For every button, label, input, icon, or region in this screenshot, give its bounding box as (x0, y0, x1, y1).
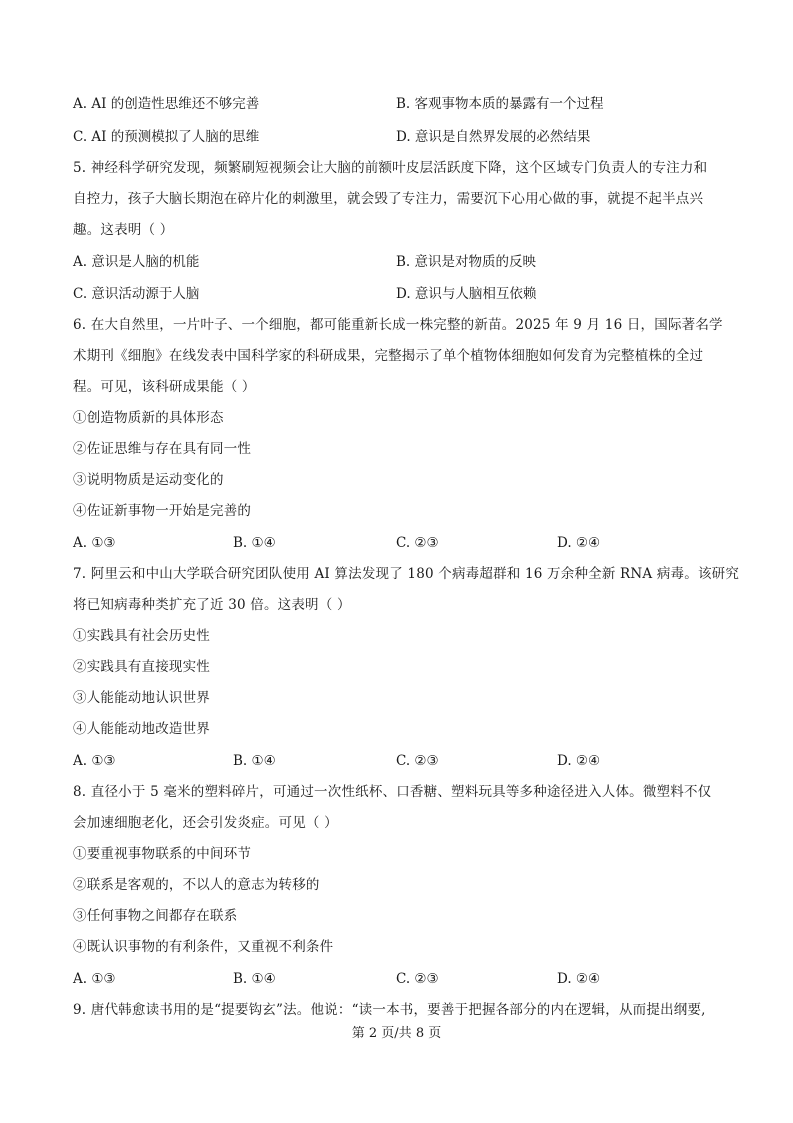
q6-statement-3: ③说明物质是运动变化的 (73, 472, 224, 488)
q8-statement-3: ③任何事物之间都存在联系 (73, 908, 238, 924)
q6-stem-line-3: 程。可见，该科研成果能（ ） (73, 379, 256, 395)
q5-option-c: C. 意识活动源于人脑 (73, 286, 200, 302)
q8-choice-c: C. ②③ (396, 971, 439, 987)
q7-choice-b: B. ①④ (233, 753, 276, 769)
q7-choice-d: D. ②④ (557, 753, 601, 769)
option-c: C. AI 的预测模拟了人脑的思维 (73, 129, 260, 145)
q7-statement-4: ④人能能动地改造世界 (73, 721, 210, 737)
q7-stem-line-2: 将已知病毒种类扩充了近 30 倍。这表明（ ） (73, 597, 351, 613)
q6-choice-d: D. ②④ (557, 535, 601, 551)
q6-statement-4: ④佐证新事物一开始是完善的 (73, 503, 252, 519)
q8-statement-1: ①要重视事物联系的中间环节 (73, 846, 252, 862)
q5-stem-line-3: 趣。这表明（ ） (73, 222, 174, 238)
q7-stem-line-1: 7. 阿里云和中山大学联合研究团队使用 AI 算法发现了 180 个病毒超群和 16 万余种全新 RNA 病毒。该研究 (73, 566, 740, 582)
q8-stem-line-1: 8. 直径小于 5 毫米的塑料碎片，可通过一次性纸杯、口香糖、塑料玩具等多种途径进入人体。微塑料不仅 (73, 784, 712, 800)
q9-stem-line-1: 9. 唐代韩愈读书用的是“提要钩玄”法。他说：“读一本书，要善于把握各部分的内在逻辑，从而提出纲要, (73, 1002, 706, 1018)
q8-statement-4: ④既认识事物的有利条件，又重视不利条件 (73, 939, 334, 955)
q6-stem-line-2: 术期刊《细胞》在线发表中国科学家的科研成果，完整揭示了单个植物体细胞如何发育为完整植株的全过 (73, 348, 704, 364)
option-d: D. 意识是自然界发展的必然结果 (396, 129, 591, 145)
q6-stem-line-1: 6. 在大自然里，一片叶子、一个细胞，都可能重新长成一株完整的新苗。2025 年 9 月 16 日，国际著名学 (73, 317, 723, 333)
q5-stem-line-1: 5. 神经科学研究发现，频繁刷短视频会让大脑的前额叶皮层活跃度下降，这个区域专门负责人的专注力和 (73, 160, 708, 176)
q8-choice-b: B. ①④ (233, 971, 276, 987)
q7-choice-c: C. ②③ (396, 753, 439, 769)
q6-statement-2: ②佐证思维与存在具有同一性 (73, 441, 252, 457)
page-footer: 第 2 页/共 8 页 (351, 1026, 442, 1041)
q6-choice-b: B. ①④ (233, 535, 276, 551)
q7-statement-1: ①实践具有社会历史性 (73, 628, 210, 644)
q6-choice-a: A. ①③ (73, 535, 116, 551)
q8-choice-a: A. ①③ (73, 971, 116, 987)
q5-option-a: A. 意识是人脑的机能 (73, 254, 200, 270)
q5-option-b: B. 意识是对物质的反映 (396, 254, 537, 270)
q5-option-d: D. 意识与人脑相互依赖 (396, 286, 537, 302)
q7-choice-a: A. ①③ (73, 753, 116, 769)
option-b: B. 客观事物本质的暴露有一个过程 (396, 96, 604, 112)
q6-choice-c: C. ②③ (396, 535, 439, 551)
q7-statement-3: ③人能能动地认识世界 (73, 690, 210, 706)
q8-stem-line-2: 会加速细胞老化，还会引发炎症。可见（ ） (73, 815, 338, 831)
q8-choice-d: D. ②④ (557, 971, 601, 987)
q8-statement-2: ②联系是客观的，不以人的意志为转移的 (73, 877, 320, 893)
q6-statement-1: ①创造物质新的具体形态 (73, 410, 224, 426)
q5-stem-line-2: 自控力，孩子大脑长期泡在碎片化的刺激里，就会毁了专注力，需要沉下心用心做的事，就提不起半点兴 (73, 191, 704, 207)
q7-statement-2: ②实践具有直接现实性 (73, 659, 210, 675)
option-a: A. AI 的创造性思维还不够完善 (73, 96, 260, 112)
